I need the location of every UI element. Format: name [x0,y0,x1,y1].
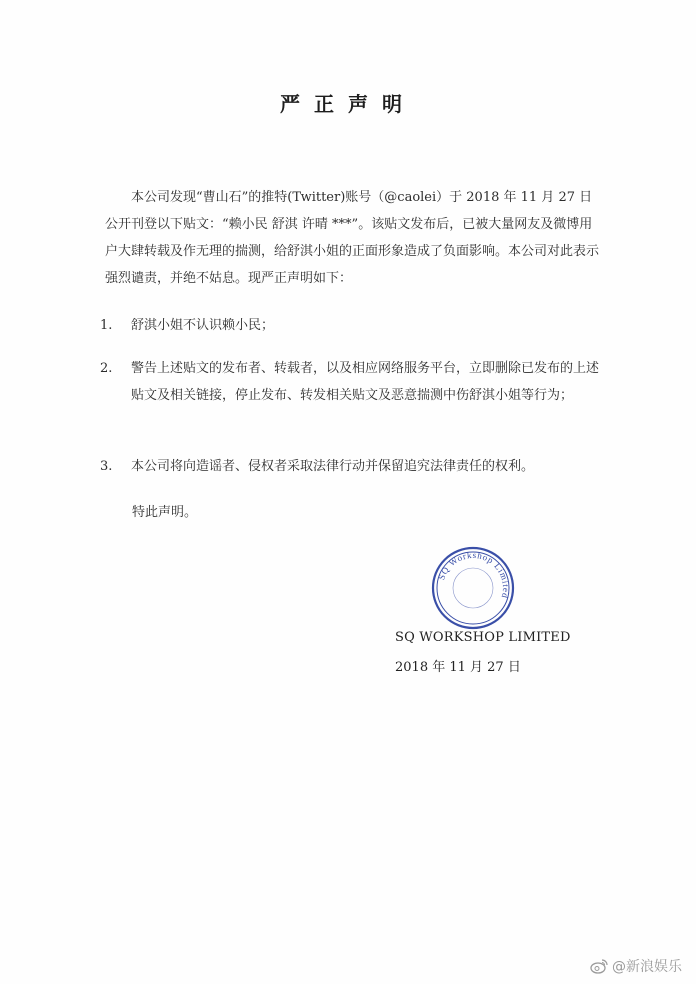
company-name: SQ WORKSHOP LIMITED [395,630,571,645]
list-item-text: 警告上述贴文的发布者、转载者，以及相应网络服务平台，立即删除已发布的上述贴文及相关链接，停止发布、转发相关贴文及恶意揣测中伤舒淇小姐等行为； [131,361,600,403]
intro-paragraph: 本公司发现“曹山石”的推特(Twitter)账号（@caolei）于 2018 年 11 月 27 日公开刊登以下贴文：“赖小民 舒淇 许晴 ***”。该贴文发布后，已被大量网友及微博用户大肆转载及作无理的揣测，给舒淇小姐的正面形象造成了负面影响。本公司对此表示强烈谴责，并绝不姑息。现严正声明如下： [105,190,600,286]
closing-line: 特此声明。 [132,505,198,520]
list-item-number: 1. [100,318,113,333]
svg-text:SQ Workshop Limited: SQ Workshop Limited [436,549,512,600]
list-item-1 [100,312,610,339]
list-item-2 [100,355,610,409]
weibo-icon [590,958,608,974]
list-item-text: 舒淇小姐不认识赖小民； [131,318,275,333]
company-seal [431,546,515,630]
list-item-number: 2. [100,361,113,376]
statement-date: 2018 年 11 月 27 日 [395,660,521,675]
list-item-3 [100,453,610,480]
weibo-watermark [590,956,682,976]
list-item-text: 本公司将向造谣者、侵权者采取法律行动并保留追究法律责任的权利。 [131,459,535,474]
statement-title: 严正声明 [280,92,416,116]
list-item-number: 3. [100,459,113,474]
watermark-text: @新浪娱乐 [612,959,682,975]
